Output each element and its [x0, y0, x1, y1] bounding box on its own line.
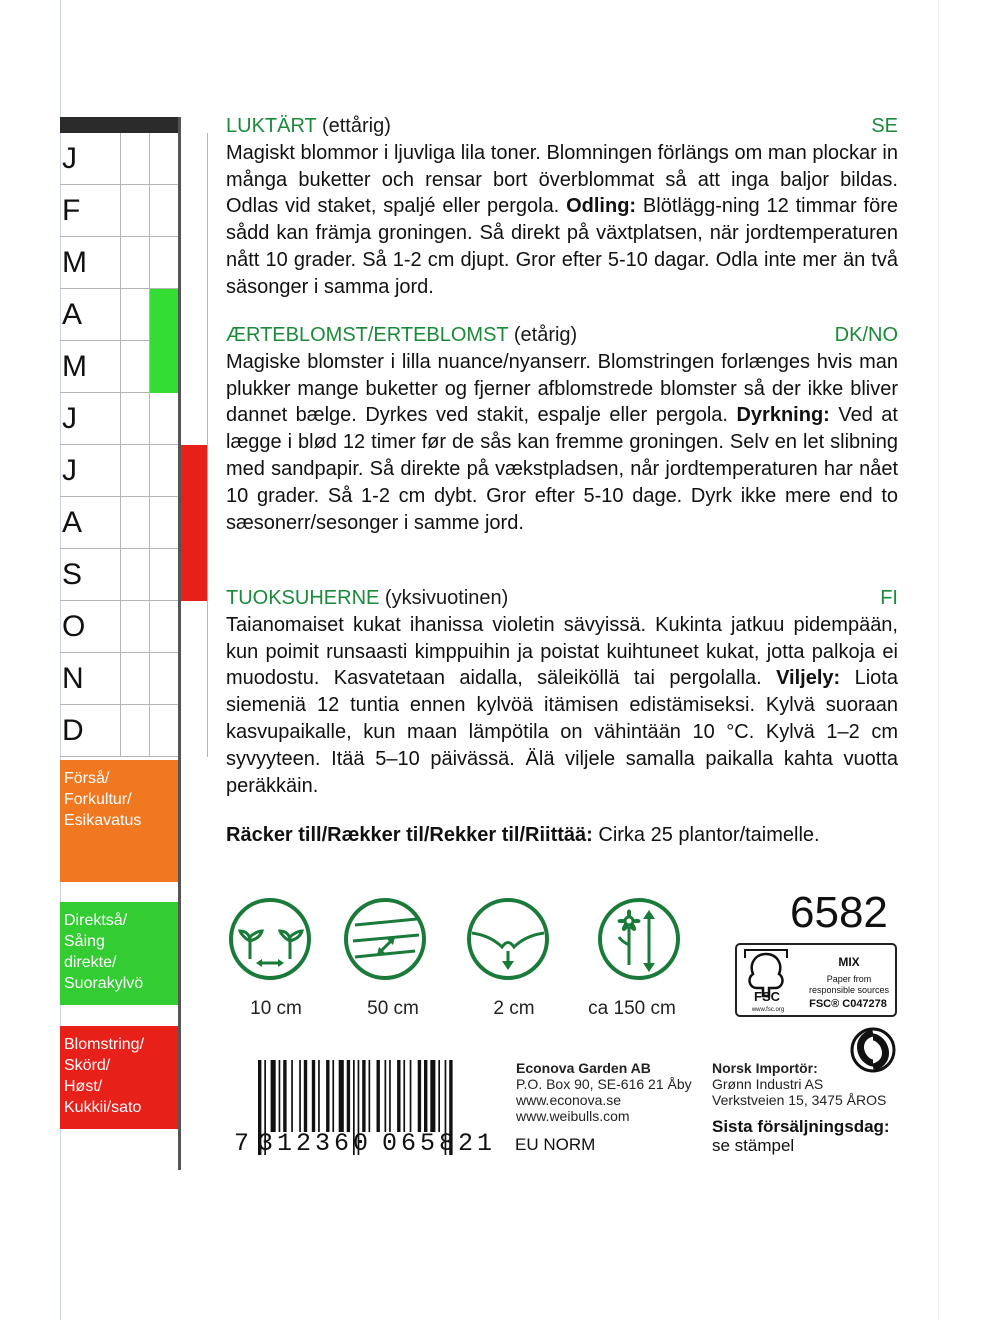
- barcode-bar: [291, 1060, 293, 1132]
- barcode-bar: [377, 1060, 380, 1132]
- section-title-group: [226, 585, 508, 612]
- calendar-month-letter: M: [62, 350, 87, 383]
- calendar-month-row: [60, 393, 180, 445]
- body-bold: Viljely:: [776, 667, 841, 690]
- barcode-bar: [438, 1060, 440, 1132]
- calendar-cell: [149, 393, 178, 445]
- section-title: ÆRTEBLOMST/ERTEBLOMST: [226, 324, 509, 346]
- calendar-cell: [178, 653, 208, 705]
- last-sale-date: [712, 1117, 890, 1155]
- importer-line: Grønn Industri AS: [712, 1076, 824, 1092]
- calendar-cell: [178, 549, 208, 601]
- calendar-cell: [120, 497, 149, 549]
- calendar-cell: [120, 653, 149, 705]
- fsc-paper-text: Paper from responsible sources: [808, 974, 890, 995]
- section-header: [226, 113, 898, 140]
- calendar-month-row: [60, 445, 180, 497]
- calendar-month-row: [60, 549, 180, 601]
- legend-presow-line: Förså/: [64, 770, 110, 787]
- calendar-month-row: [60, 133, 180, 185]
- sowing-calendar: [60, 117, 180, 757]
- barcode-bar: [403, 1060, 405, 1132]
- calendar-month-row: [60, 601, 180, 653]
- barcode-bar: [369, 1060, 371, 1132]
- row-spacing-label: 50 cm: [367, 998, 419, 1019]
- calendar-cell: [178, 133, 208, 185]
- section-title-group: [226, 113, 391, 140]
- section-header: [226, 585, 898, 612]
- barcode-bar: [339, 1060, 344, 1132]
- body-bold: Dyrkning:: [736, 404, 830, 427]
- calendar-cell: [149, 445, 178, 497]
- section-swedish: [226, 113, 898, 301]
- calendar-cell: [120, 705, 149, 757]
- legend-direct-line: Såing: [64, 933, 105, 950]
- barcode-first-digit: 7: [234, 1129, 250, 1158]
- fsc-mix: MIX: [838, 955, 860, 969]
- calendar-month-row: [60, 237, 180, 289]
- barcode-bar: [410, 1060, 412, 1132]
- sowing-depth-label: 2 cm: [493, 998, 535, 1019]
- legend-bloom-line: Blomstring/: [64, 1036, 145, 1053]
- calendar-cell: [149, 237, 178, 289]
- company-address-line: P.O. Box 90, SE-616 21 Åby: [516, 1076, 692, 1092]
- calendar-cell: [120, 289, 149, 341]
- sowing-depth-icon: [466, 897, 550, 981]
- calendar-cell: [120, 549, 149, 601]
- calendar-cell: [120, 185, 149, 237]
- calendar-cell: [149, 601, 178, 653]
- calendar-month-row: [60, 289, 180, 341]
- body-text: Magiske blomster i lilla nuance/nyanserr. Blomstringen forlænges hvis man plukker mange buketter og fjerner afblomstrede blomster så der ikke bliver dannet bælge. Dyrkes ved stakit, espalje eller pergola.: [226, 350, 898, 427]
- plant-height-label: ca 150 cm: [588, 998, 676, 1019]
- barcode-bar: [389, 1060, 391, 1132]
- company-name: Econova Garden AB: [516, 1060, 651, 1076]
- barcode-bar: [299, 1060, 301, 1132]
- yield-info: [226, 822, 820, 848]
- calendar-cell: [149, 289, 178, 341]
- calendar-month-letter: J: [62, 454, 77, 487]
- barcode-bar: [385, 1060, 387, 1132]
- section-title: TUOKSUHERNE: [226, 587, 380, 609]
- body-text: Liota siemeniä 12 tuntia ennen kylvöä itämisen edistämiseksi. Kylvä suoraan kasvupaikalle, kun maan lämpötila on vähintään 10 °C. Kylvä 1–2 cm syvyyteen. Itää 5–10 päivässä. Älä viljele samalla paikalla kahta vuotta peräkkäin.: [226, 667, 898, 797]
- calendar-month-row: [60, 653, 180, 705]
- calendar-month-row: [60, 705, 180, 757]
- barcode-digits: [234, 1129, 496, 1158]
- fsc-label: [735, 943, 897, 1017]
- barcode-bar: [279, 1060, 281, 1132]
- section-subtitle: (yksivuotinen): [384, 587, 509, 609]
- legend-bloom: [60, 1026, 178, 1129]
- legend-direct-sow: [60, 902, 178, 1005]
- importer-title: Norsk Importör:: [712, 1060, 818, 1076]
- importer-address: [712, 1060, 886, 1108]
- row-spacing-icon: [343, 897, 427, 981]
- barcode-bar: [318, 1060, 320, 1132]
- calendar-month-row: [60, 497, 180, 549]
- calendar-cell: [149, 549, 178, 601]
- section-body: [226, 140, 898, 301]
- body-text: Magiskt blommor i ljuvliga lila toner. Blomningen förlängs om man plockar in många buketter och rensar bort överblommat så att inga baljor bildas. Odlas vid staket, spaljé eller pergola.: [226, 141, 898, 218]
- calendar-month-letter: D: [62, 714, 84, 747]
- calendar-cell: [120, 393, 149, 445]
- barcode-bar: [312, 1060, 315, 1132]
- calendar-cell: [149, 185, 178, 237]
- section-body: [226, 612, 898, 800]
- calendar-cell: [149, 653, 178, 705]
- body-text: Ved at lægge i blød 12 timer før de sås kan fremme groningen. Selv en let slibning med sandpapir. Så direkte på vækstpladsen, når jordtemperaturen har nået 10 grader. Så 1-2 cm dybt. Gror efter 5-10 dage. Dyrk ikke mere end to sæsonerr/sesonger i samme jord.: [226, 404, 898, 534]
- calendar-cell: [149, 133, 178, 185]
- last-sale-title: Sista försäljningsdag:: [712, 1117, 890, 1136]
- importer-line: Verkstveien 15, 3475 ÅROS: [712, 1092, 887, 1108]
- calendar-month-row: [60, 341, 180, 393]
- barcode-bar: [347, 1060, 350, 1132]
- barcode-bar: [283, 1060, 286, 1132]
- language-code: DK/NO: [834, 324, 898, 346]
- calendar-month-letter: S: [62, 558, 83, 591]
- calendar-cell: [120, 133, 149, 185]
- calendar-cell: [178, 445, 208, 497]
- body-text: Blötlägg-ning 12 timmar före sådd kan främja groningen. Så direkt på växtplatsen, när jordtemperaturen nått 10 grader. Så 1-2 cm djupt. Gror efter 5-10 dagar. Odla inte mer än två säsonger i samma jord.: [226, 195, 898, 298]
- section-title-group: [226, 322, 577, 349]
- calendar-month-letter: J: [62, 142, 77, 175]
- margin-line-right: [938, 0, 939, 1320]
- barcode-right-digits: 065821: [382, 1129, 497, 1158]
- calendar-cell: [178, 705, 208, 757]
- company-web-link: www.econova.se: [516, 1092, 622, 1108]
- calendar-month-row: [60, 185, 180, 237]
- language-code: FI: [880, 587, 898, 609]
- yield-label: Räcker till/Rækker til/Rekker til/Riittää:: [226, 824, 593, 846]
- barcode-bar: [326, 1060, 329, 1132]
- yield-value: Cirka 25 plantor/taimelle.: [592, 824, 820, 846]
- section-finnish: [226, 585, 898, 799]
- body-bold: Odling:: [566, 195, 637, 218]
- fsc-logo-text: FSC: [754, 989, 780, 1004]
- calendar-month-letter: N: [62, 662, 84, 695]
- legend-bloom-line: Kukkii/sato: [64, 1099, 142, 1116]
- legend-bloom-line: Høst/: [64, 1078, 103, 1095]
- calendar-cell: [178, 341, 208, 393]
- calendar-top-bar: [60, 117, 180, 133]
- body-text: Taianomaiset kukat ihanissa violetin sävyissä. Kukinta jatkuu pidempään, kun poimit runsaasti kimppuihin ja poistat kuihtuneet kukat, jotta palkoja ei muodostu. Kasvatetaan aidalla, säleiköllä tai pergolalla.: [226, 613, 898, 690]
- section-title: LUKTÄRT: [226, 115, 317, 137]
- legend-presow-line: Esikavatus: [64, 812, 142, 829]
- legend-bloom-line: Skörd/: [64, 1057, 111, 1074]
- calendar-cell: [149, 497, 178, 549]
- section-danish-norwegian: [226, 322, 898, 536]
- legend-presow: [60, 760, 178, 882]
- calendar-cell: [120, 341, 149, 393]
- calendar-cell: [178, 289, 208, 341]
- calendar-cell: [120, 445, 149, 497]
- calendar-month-letter: A: [62, 506, 83, 539]
- barcode-left-digits: 312360: [258, 1129, 373, 1158]
- barcode-bar: [332, 1060, 334, 1132]
- company-web-link: www.weibulls.com: [516, 1108, 630, 1124]
- legend-direct-line: Direktså/: [64, 912, 128, 929]
- language-code: SE: [871, 115, 898, 137]
- legend-direct-line: Suorakylvö: [64, 975, 144, 992]
- calendar-cell: [178, 185, 208, 237]
- fsc-url: www.fsc.org: [751, 1007, 785, 1013]
- calendar-cell: [178, 497, 208, 549]
- barcode-bar: [304, 1060, 307, 1132]
- calendar-cell: [149, 705, 178, 757]
- plant-height-icon: [597, 897, 681, 981]
- calendar-cell: [120, 601, 149, 653]
- calendar-cell: [178, 601, 208, 653]
- legend-presow-line: Forkultur/: [64, 791, 132, 808]
- fsc-tree-icon: [741, 948, 791, 1014]
- calendar-month-letter: A: [62, 298, 83, 331]
- company-address: [516, 1060, 692, 1124]
- section-subtitle: (ettårig): [321, 115, 391, 137]
- calendar-month-letter: M: [62, 246, 87, 279]
- section-header: [226, 322, 898, 349]
- barcode-bar: [271, 1060, 276, 1132]
- last-sale-value: se stämpel: [712, 1136, 795, 1155]
- fsc-code: FSC® C047278: [809, 998, 887, 1010]
- calendar-cell: [120, 237, 149, 289]
- barcode-bar: [430, 1060, 435, 1132]
- calendar-cell: [178, 237, 208, 289]
- product-number: 6582: [790, 888, 888, 937]
- barcode-bar: [362, 1060, 365, 1132]
- barcode-bar: [418, 1060, 421, 1132]
- calendar-month-letter: O: [62, 610, 86, 643]
- plant-spacing-label: 10 cm: [250, 998, 302, 1019]
- section-body: [226, 349, 898, 537]
- calendar-month-letter: J: [62, 402, 77, 435]
- calendar-cell: [149, 341, 178, 393]
- calendar-month-letter: F: [62, 194, 81, 227]
- calendar-cell: [178, 393, 208, 445]
- eu-norm: EU NORM: [515, 1135, 596, 1154]
- plant-spacing-icon: [228, 897, 312, 981]
- legend-direct-line: direkte/: [64, 954, 117, 971]
- section-subtitle: (etårig): [513, 324, 578, 346]
- barcode-bar: [397, 1060, 400, 1132]
- calendar-side-bar: [178, 117, 181, 1170]
- barcode-bar: [424, 1060, 427, 1132]
